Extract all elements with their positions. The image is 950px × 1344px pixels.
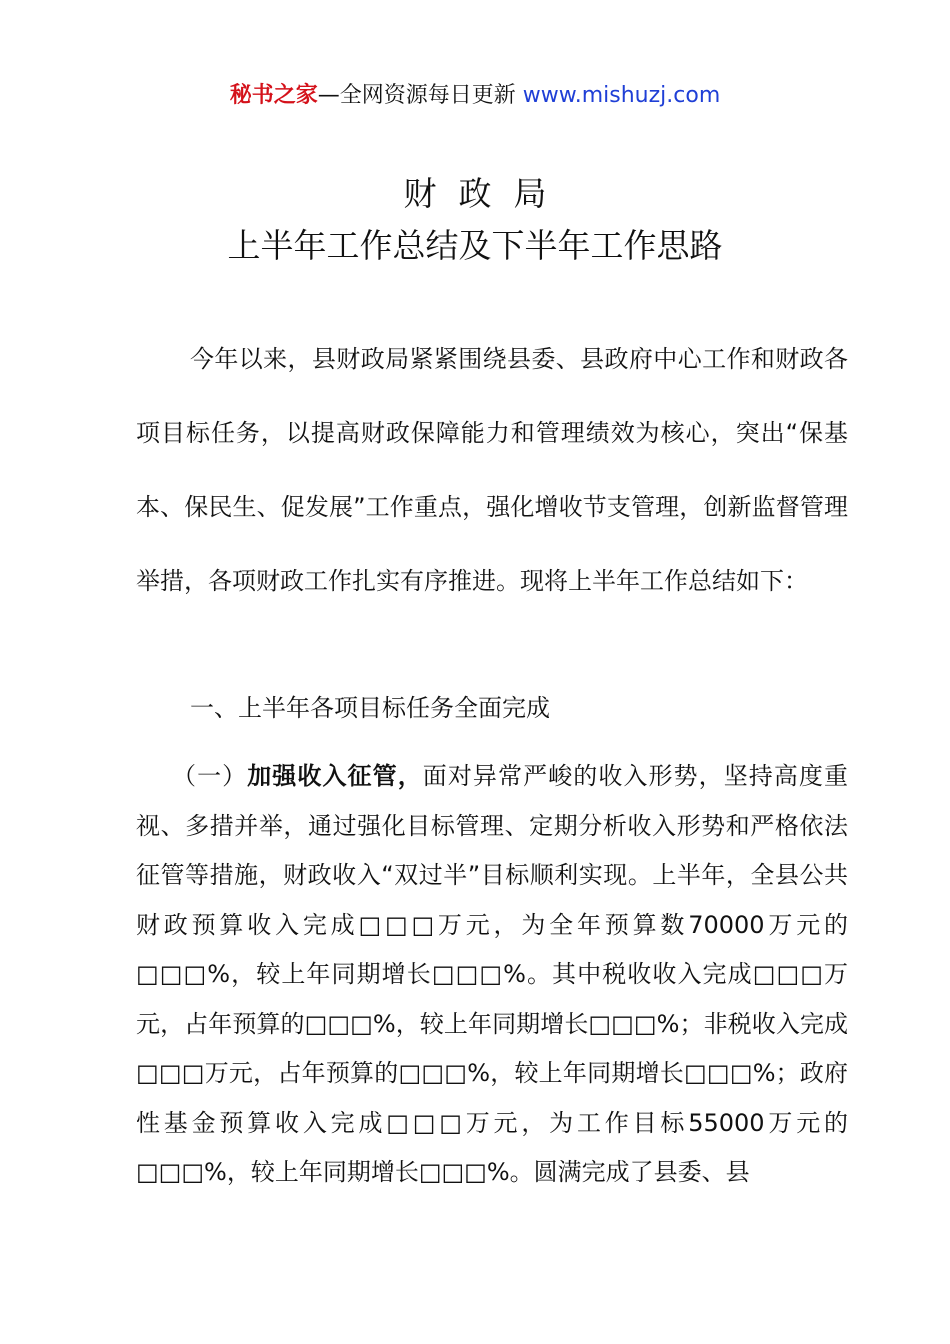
brand-name: 秘书之家 (229, 83, 318, 108)
site-header (0, 80, 950, 112)
site-url-link[interactable]: www.mishuzj.com (522, 83, 721, 108)
header-tagline: —全网资源每日更新 (317, 83, 523, 108)
section-heading-1: 一、上半年各项目标任务全面完成 (190, 694, 550, 722)
subsection-bold-lead: 加强收入征管， (247, 762, 423, 790)
subsection-paragraph-1 (136, 752, 848, 1198)
document-title-line2: 上半年工作总结及下半年工作思路 (227, 226, 723, 265)
subsection-body: 面对异常严峻的收入形势，坚持高度重视、多措并举，通过强化目标管理、定期分析收入形势和严格依法征管等措施，财政收入“双过半”目标顺利实现。上半年，全县公共财政预算收入完成□□□万元，为全年预算数70000万元的□□□%，较上年同期增长□□□%。其中税收收入完成□□□万元，占年预算的□□□%，较上年同期增长□□□%；非税收入完成□□□万元，占年预算的□□□%，较上年同期增长□□□%；政府性基金预算收入完成□□□万元，为工作目标55000万元的□□□%，较上年同期增长□□□%。圆满完成了县委、县 (136, 762, 849, 1186)
subsection-label: （一） (172, 762, 248, 790)
intro-paragraph: 今年以来，县财政局紧紧围绕县委、县政府中心工作和财政各项目标任务，以提高财政保障能力和管理绩效为核心，突出“保基本、保民生、促发展”工作重点，强化增收节支管理，创新监督管理举措，各项财政工作扎实有序推进。现将上半年工作总结如下： (136, 345, 848, 595)
document-title-line1: 财政局 (403, 174, 569, 213)
